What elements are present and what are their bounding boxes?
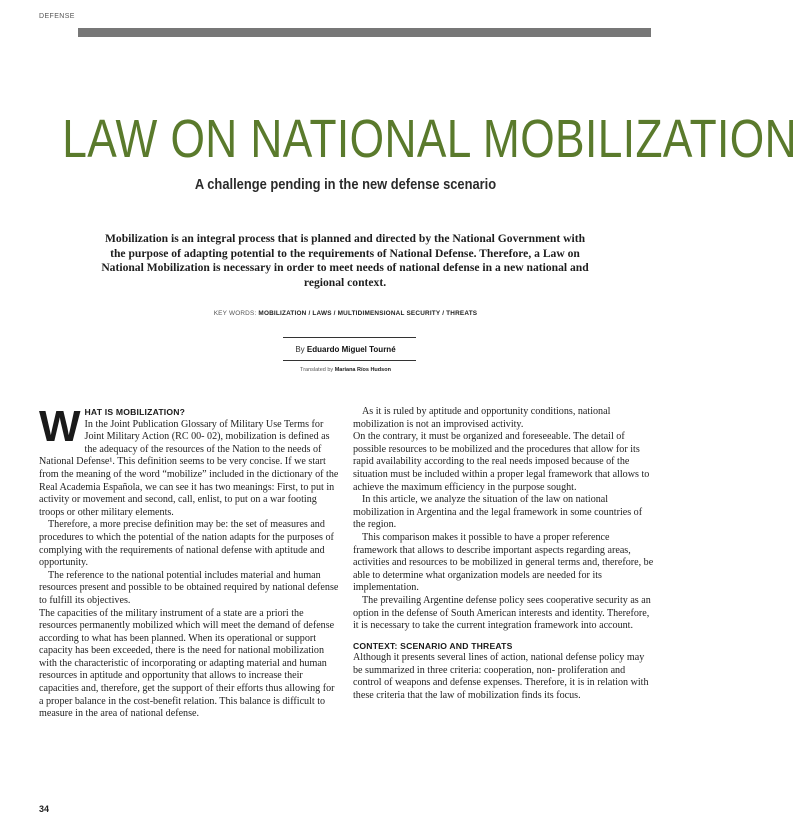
keywords xyxy=(0,310,691,317)
translator-name: Mariana Ríos Hudson xyxy=(334,367,391,373)
body-paragraph: The prevailing Argentine defense policy sees cooperative security as an option in the defense of South American interests and identity. Therefore, it is necessary to take the current integration framework into account. xyxy=(353,594,651,632)
byline-rule-top xyxy=(283,337,416,338)
byline-rule-bottom xyxy=(283,360,416,361)
page-number: 34 xyxy=(39,804,50,814)
body-paragraph: Therefore, a more precise definition may be: the set of measures and procedures to which the potential of the nation adapts for the purposes of complying with the requirements of national defense with aptitude and opportunity. xyxy=(39,519,334,569)
section-tag: DEFENSE xyxy=(39,13,75,20)
keywords-label: KEY WORDS: xyxy=(213,310,257,317)
drop-cap: W xyxy=(39,402,81,451)
right-column xyxy=(353,406,655,703)
article-subtitle: A challenge pending in the new defense scenario xyxy=(194,176,497,193)
body-paragraph: The reference to the national potential includes material and human resources present and possible to be obtained required by national defense to fulfill its objectives. xyxy=(39,569,339,606)
byline xyxy=(0,345,691,354)
body-paragraph: This comparison makes it possible to have a proper reference framework that allows to describe important aspects regarding areas, activities and resources to be mobilized in general terms and, therefore, be able to determine what organization models are needed for its implementation. xyxy=(353,531,654,594)
body-paragraph: On the contrary, it must be organized and foreseeable. The detail of possible resources to be mobilized and the procedures that allow for its rapid availability according to the real needs imposed because of the situation must be included within a proper legal framework that allows to achieve the maximum efficiency in the purpose sought. xyxy=(353,431,650,493)
body-paragraph: In the Joint Publication Glossary of Military Use Terms for Joint Military Action (RC 00- 02), mobilization is defined as the adequacy of the resources of the Nation to the needs of National Defense¹. This definition seems to be very concise. If we start from the meaning of the word “mobilize” included in the dictionary of the Real Academia Española, we can see it has two meanings: First, to put in activity or movement and second, call, enlist, to put on a war footing troops or other military elements. xyxy=(39,418,339,518)
keywords-list: MOBILIZATION / LAWS / MULTIDIMENSIONAL SECURITY / THREATS xyxy=(258,310,478,317)
translator-credit xyxy=(0,367,691,373)
lead-paragraph: Mobilization is an integral process that is planned and directed by the National Government with the purpose of adapting potential to the requirements of National Defense. Therefore, a Law on National Mobilization is necessary in order to meet needs of national defense in a new national and regional context. xyxy=(101,232,589,289)
section-heading-context: CONTEXT: SCENARIO AND THREATS xyxy=(353,640,513,651)
top-rule xyxy=(78,28,651,37)
byline-prefix: By xyxy=(295,345,305,354)
section-heading-what-is-mobilization: HAT IS MOBILIZATION? xyxy=(84,407,186,417)
body-paragraph: As it is ruled by aptitude and opportunity conditions, national mobilization is not an improvised activity. xyxy=(353,406,611,430)
left-column xyxy=(39,402,341,721)
article-title: LAW ON NATIONAL MOBILIZATION xyxy=(62,109,797,169)
translated-prefix: Translated by xyxy=(300,367,334,373)
body-paragraph: In this article, we analyze the situation of the law on national mobilization in Argentina and the legal framework in some countries of the region. xyxy=(353,494,643,531)
author-name: Eduardo Miguel Tourné xyxy=(306,345,396,354)
body-paragraph: Although it presents several lines of action, national defense policy may be summarized in three criteria: cooperation, non- proliferation and control of weapons and defense expenses. Therefore, it is in relation with these criteria that the law of mobilization finds its focus. xyxy=(353,652,649,702)
body-paragraph: The capacities of the military instrument of a state are a priori the resources permanently mobilized which will meet the demand of defense according to what has been planned. When its operational or support capacity has been exceeded, there is the need for national mobilization with the characteristic of incorporating or adapting material and human resources in aptitude and opportunity that allows to increase their capacities and, therefore, get the support of their efforts thus allowing for a proper balance in the cost-benefit relation. This balance is difficult to measure in the area of national defense. xyxy=(39,607,335,720)
